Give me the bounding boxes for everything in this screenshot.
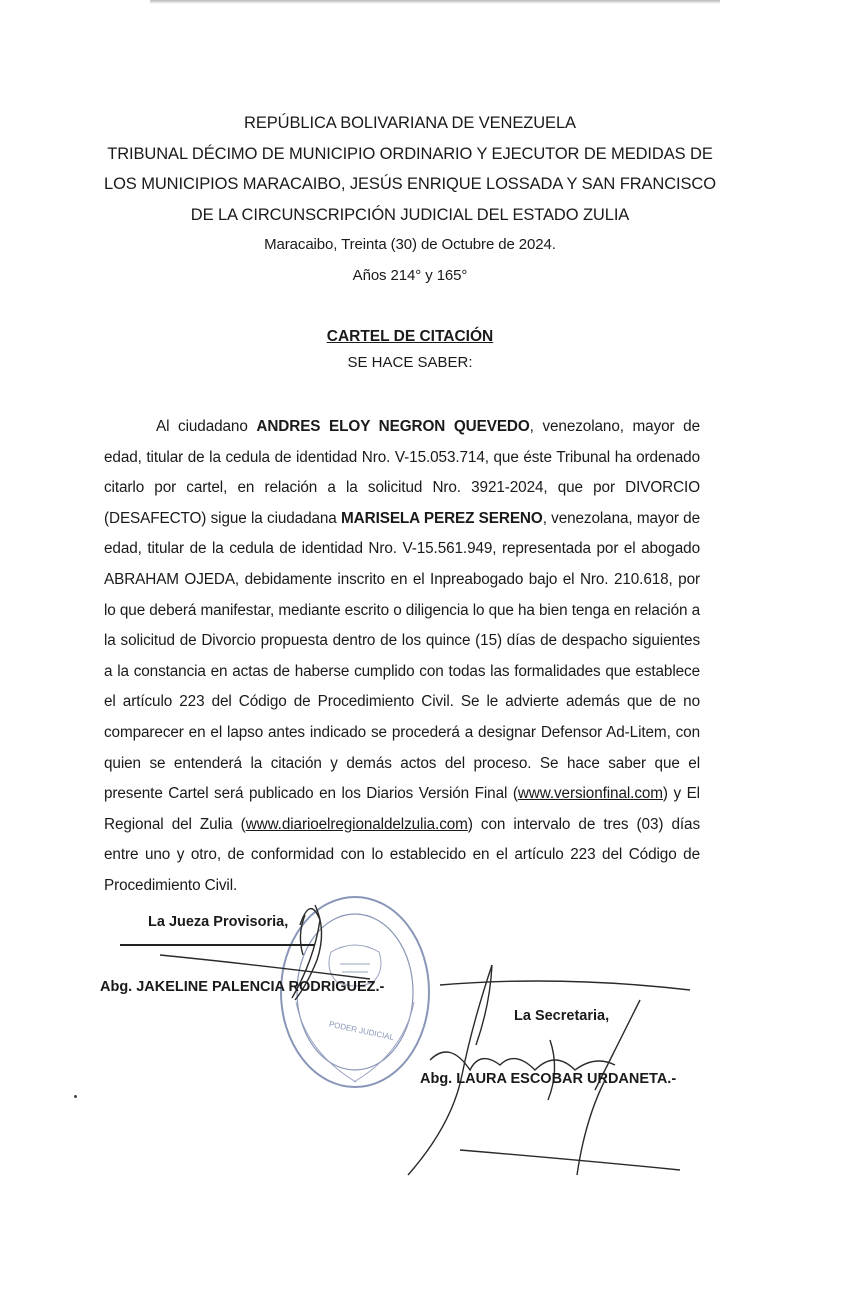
stamp-label: PODER JUDICIAL bbox=[328, 1019, 395, 1043]
body-segment-1: Al ciudadano bbox=[156, 418, 257, 435]
body-segment-4: ) y El Regional del Zulia ( bbox=[104, 785, 700, 833]
judge-signature-line bbox=[120, 944, 315, 946]
judge-role: La Jueza Provisoria, bbox=[148, 914, 289, 930]
link-regional-zulia[interactable]: www.diarioelregionaldelzulia.com bbox=[245, 815, 468, 833]
link-versionfinal[interactable]: www.versionfinal.com bbox=[517, 785, 663, 803]
document-header bbox=[60, 108, 760, 291]
defendant-name: ANDRES ELOY NEGRON QUEVEDO bbox=[256, 418, 530, 435]
secretary-name: Abg. LAURA ESCOBAR URDANETA.- bbox=[420, 1071, 677, 1087]
scan-top-edge bbox=[150, 0, 720, 4]
document-title: CARTEL DE CITACIÓN bbox=[326, 328, 494, 345]
header-line-1: REPÚBLICA BOLIVARIANA DE VENEZUELA bbox=[244, 114, 576, 132]
body-segment-5: ) con intervalo de tres (03) días entre uno y otro, de conformidad con lo establecido en el artículo 223 del Código de Procedimiento Civil. bbox=[104, 815, 700, 894]
title-block bbox=[60, 325, 760, 377]
header-years: Años 214° y 165° bbox=[352, 266, 468, 284]
scan-speck bbox=[74, 1095, 77, 1098]
body-segment-3: , venezolana, mayor de edad, titular de la cedula de identidad Nro. V-15.561.949, representada por el abogado ABRAHAM OJEDA, debidamente inscrito en el Inpreabogado bajo el Nro. 210.618, por lo que deberá manifestar, mediante escrito o diligencia lo que ha bien tenga en relación a la solicitud de Divorcio propuesta dentro de los quince (15) días de despacho siguientes a la constancia en actas de haberse cumplido con todas las formalidades que establece el artículo 223 del Código de Procedimiento Civil. Se le advierte además que de no comparecer en el lapso antes indicado se procederá a designar Defensor Ad-Litem, con quien se entenderá la citación y demás actos del proceso. Se hace saber que el presente Cartel será publicado en los Diarios Versión Final ( bbox=[104, 509, 700, 803]
header-date: Maracaibo, Treinta (30) de Octubre de 2024. bbox=[264, 236, 556, 253]
judge-name: Abg. JAKELINE PALENCIA RODRIGUEZ.- bbox=[100, 979, 385, 995]
header-line-3: LOS MUNICIPIOS MARACAIBO, JESÚS ENRIQUE LOSSADA Y SAN FRANCISCO bbox=[104, 175, 716, 193]
body-segment-2: , venezolano, mayor de edad, titular de la cedula de identidad Nro. V-15.053.714, que éste Tribunal ha ordenado citarlo por cartel, en relación a la solicitud Nro. 3921-2024, que por DIVORCIO (DESAFECTO) sigue la ciudadana bbox=[104, 418, 700, 527]
plaintiff-name: MARISELA PEREZ SERENO bbox=[341, 509, 543, 527]
secretary-role: La Secretaria, bbox=[514, 1008, 610, 1024]
citation-body bbox=[104, 412, 700, 902]
header-line-2: TRIBUNAL DÉCIMO DE MUNICIPIO ORDINARIO Y EJECUTOR DE MEDIDAS DE bbox=[107, 144, 713, 163]
citation-paragraph bbox=[104, 412, 700, 902]
header-line-4: DE LA CIRCUNSCRIPCIÓN JUDICIAL DEL ESTADO ZULIA bbox=[190, 205, 630, 224]
document-subtitle: SE HACE SABER: bbox=[347, 354, 473, 371]
